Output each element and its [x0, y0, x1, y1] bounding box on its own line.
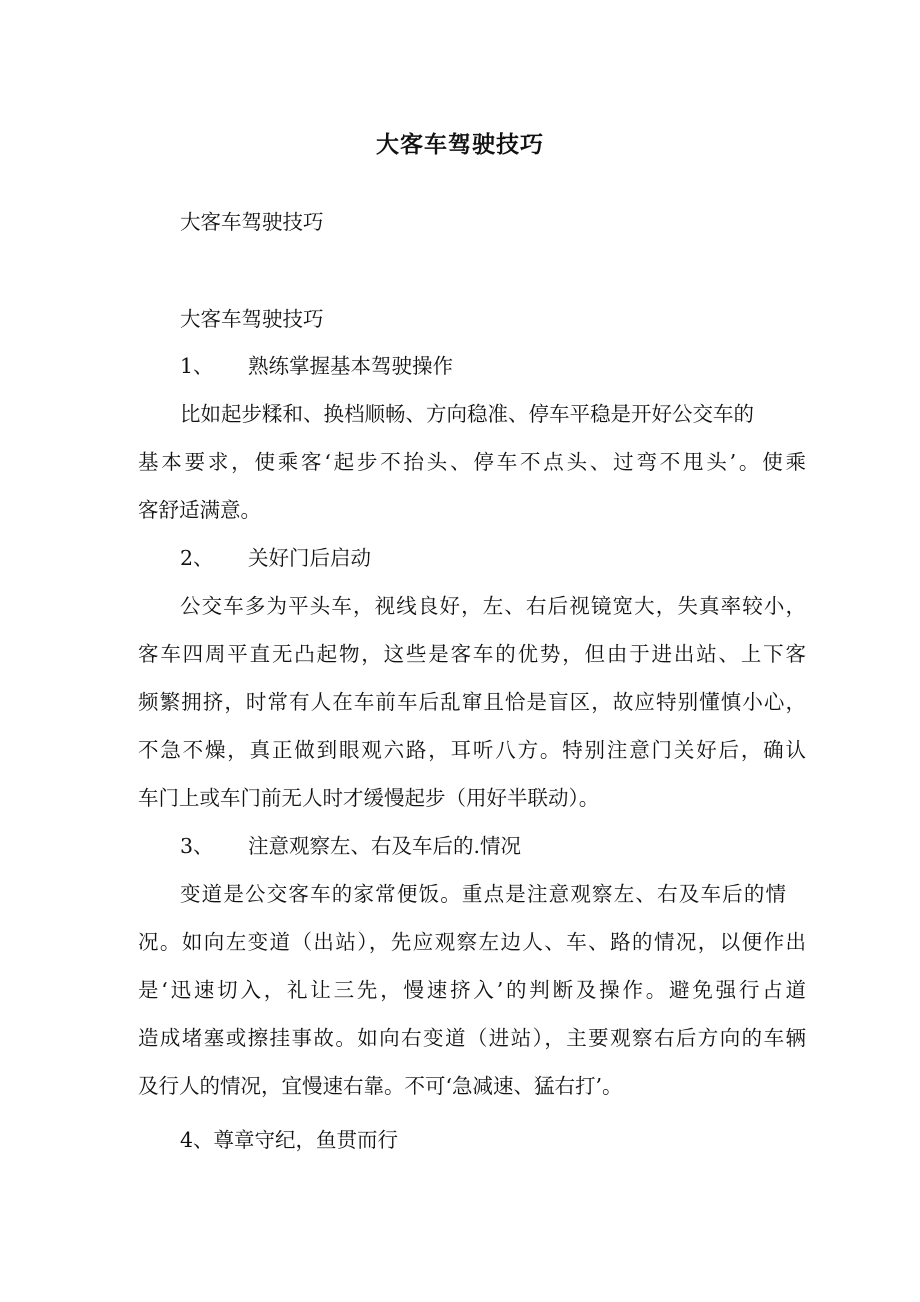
- section-heading-text: 注意观察左、右及车后的.情况: [248, 834, 522, 858]
- section-heading: [180, 829, 521, 863]
- section-heading-text: 关好门后启动: [248, 546, 371, 570]
- subtitle-line: 大客车驾驶技巧: [180, 307, 324, 331]
- section-heading: [180, 349, 453, 383]
- section-heading-text: 熟练掌握基本驾驶操作: [248, 354, 453, 378]
- paragraph-line: 及行人的情况，宜慢速右靠。不可‘急减速、猛右打’。: [138, 1074, 623, 1098]
- paragraph-line: 造成堵塞或擦挂事故。如向右变道（进站），主要观察右后方向的车辆: [138, 1026, 806, 1050]
- paragraph-line: 基本要求，使乘客‘起步不抬头、停车不点头、过弯不甩头’。使乘: [138, 450, 806, 474]
- section-heading: [180, 541, 371, 575]
- section-heading: 4、尊章守纪，鱼贯而行: [180, 1128, 399, 1152]
- paragraph-line: 变道是公交客车的家常便饭。重点是注意观察左、右及车后的情: [180, 882, 786, 906]
- section-number: 2、: [180, 546, 214, 570]
- paragraph-line: 不急不燥，真正做到眼观六路，耳听八方。特别注意门关好后，确认: [138, 738, 806, 762]
- section-number: 3、: [180, 834, 214, 858]
- paragraph-line: 客舒适满意。: [138, 498, 261, 522]
- paragraph-line: 频繁拥挤，时常有人在车前车后乱窜且恰是盲区，故应特别懂慎小心，: [138, 690, 806, 714]
- document-title: 大客车驾驶技巧: [376, 132, 544, 158]
- paragraph-line: 比如起步糅和、换档顺畅、方向稳准、停车平稳是开好公交车的: [180, 402, 754, 426]
- paragraph-line: 况。如向左变道（出站），先应观察左边人、车、路的情况，以便作出: [138, 930, 806, 954]
- section-number: 1、: [180, 354, 214, 378]
- paragraph-line: 车门上或车门前无人时才缓慢起步（用好半联动）。: [138, 786, 600, 810]
- paragraph-line: 公交车多为平头车，视线良好，左、右后视镜宽大，失真率较小，: [180, 594, 806, 618]
- paragraph-line: 是‘迅速切入，礼让三先，慢速挤入’的判断及操作。避免强行占道: [138, 978, 806, 1002]
- subtitle-line: 大客车驾驶技巧: [180, 210, 324, 234]
- paragraph-line: 客车四周平直无凸起物，这些是客车的优势，但由于进出站、上下客: [138, 642, 806, 666]
